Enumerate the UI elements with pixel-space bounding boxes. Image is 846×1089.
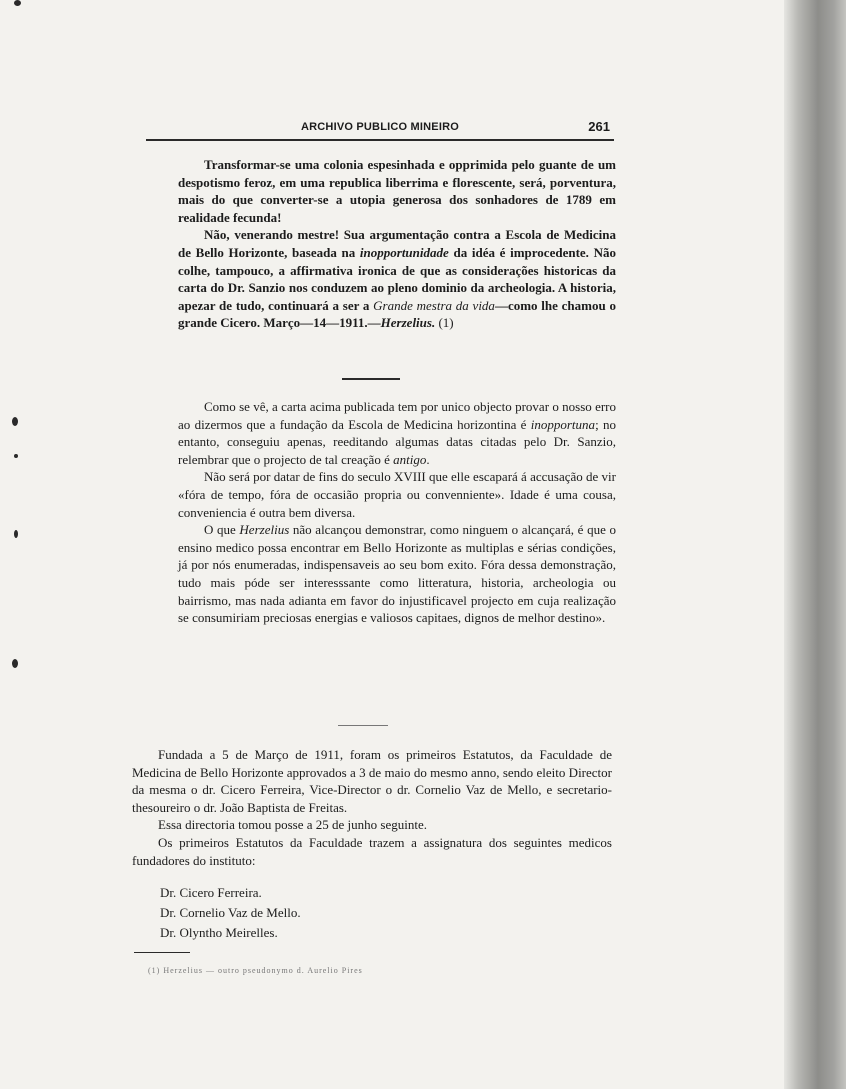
paragraph: Fundada a 5 de Março de 1911, foram os primeiros Estatutos, da Faculdade de Medicina de Bello Horizonte approvados a 3 de maio do mesmo anno, sendo eleito Director da mesma o dr. Cicero Ferreira, Vice-Director o dr. Cornelio Vaz de Mello, e secretario-thesoureiro o dr. João Baptista de Freitas. (132, 747, 612, 815)
scan-dot-top (14, 0, 21, 6)
paragraph: O que Herzelius não alcançou demonstrar, como ninguem o alcançará, é que o ensino medico possa encontrar em Bello Horizonte as multiplas e sérias condições, já por nós enumeradas, indispensaveis ao seu bom exito. Fóra dessa demonstração, tudo mais póde ser interesssante como litteratura, historia, archeologia ou bairrismo, mas nada adianta em favor do injustificavel projecto em cuja realização se consumiriam preciosas energias e valiosos capitaes, dignos de melhor destino». (178, 522, 616, 626)
page-number: 261 (588, 119, 610, 134)
running-header (146, 117, 614, 141)
letter-excerpt (178, 156, 616, 332)
founder-name: Dr. Olyntho Meirelles. (160, 925, 278, 940)
scan-dot-2 (14, 454, 18, 458)
paragraph: Não, venerando mestre! Sua argumentação contra a Escola de Medicina de Bello Horizonte, baseada na inopportunidade da idéa é improcedente. Não colhe, tampouco, a affirmativa ironica de que as considerações historicas da carta do Dr. Sanzio nos conduzem ao pleno dominio da archeologia. A historia, apezar de tudo, continuará a ser a Grande mestra da vida—como lhe chamou o grande Cicero. Março—14—1911.—Herzelius. (1) (178, 227, 616, 331)
page-gutter-shadow (784, 0, 846, 1089)
paragraph: Essa directoria tomou posse a 25 de junho seguinte. (158, 817, 427, 833)
scan-dot-1 (12, 417, 18, 426)
foundation-history (132, 746, 612, 869)
founder-name: Dr. Cornelio Vaz de Mello. (160, 905, 301, 920)
paragraph: Transformar-se uma colonia espesinhada e opprimida pelo guante de um despotismo feroz, em uma republica liberrima e florescente, será, porventura, mais do que converter-se a utopia generosa dos sonhadores de 1789 em realidade fecunda! (178, 157, 616, 225)
paragraph: Como se vê, a carta acima publicada tem por unico objecto provar o nosso erro ao dizermos que a fundação da Escola de Medicina horizontina é inopportuna; no entanto, conseguiu apenas, reeditando algumas datas citadas pelo Dr. Sanzio, relembrar que o projecto de tal creação é antigo. (178, 399, 616, 467)
section-divider (342, 378, 400, 380)
founder-name: Dr. Cicero Ferreira. (160, 885, 262, 900)
scan-dot-4 (12, 659, 18, 668)
footnote-rule (134, 952, 190, 953)
header-title: ARCHIVO PUBLICO MINEIRO (301, 121, 459, 133)
paragraph: Os primeiros Estatutos da Faculdade trazem a assignatura dos seguintes medicos fundadores do instituto: (132, 834, 612, 868)
paragraph: Não será por datar de fins do seculo XVIII que elle escapará á accusação de vir «fóra de tempo, fóra de occasião propria ou convenniente». Idade é uma cousa, conveniencia é outra bem diversa. (178, 469, 616, 520)
scan-dot-3 (14, 530, 18, 538)
section-divider (338, 725, 388, 726)
commentary (178, 398, 616, 627)
footnote: (1) Herzelius — outro pseudonymo d. Aurelio Pires (148, 966, 363, 975)
